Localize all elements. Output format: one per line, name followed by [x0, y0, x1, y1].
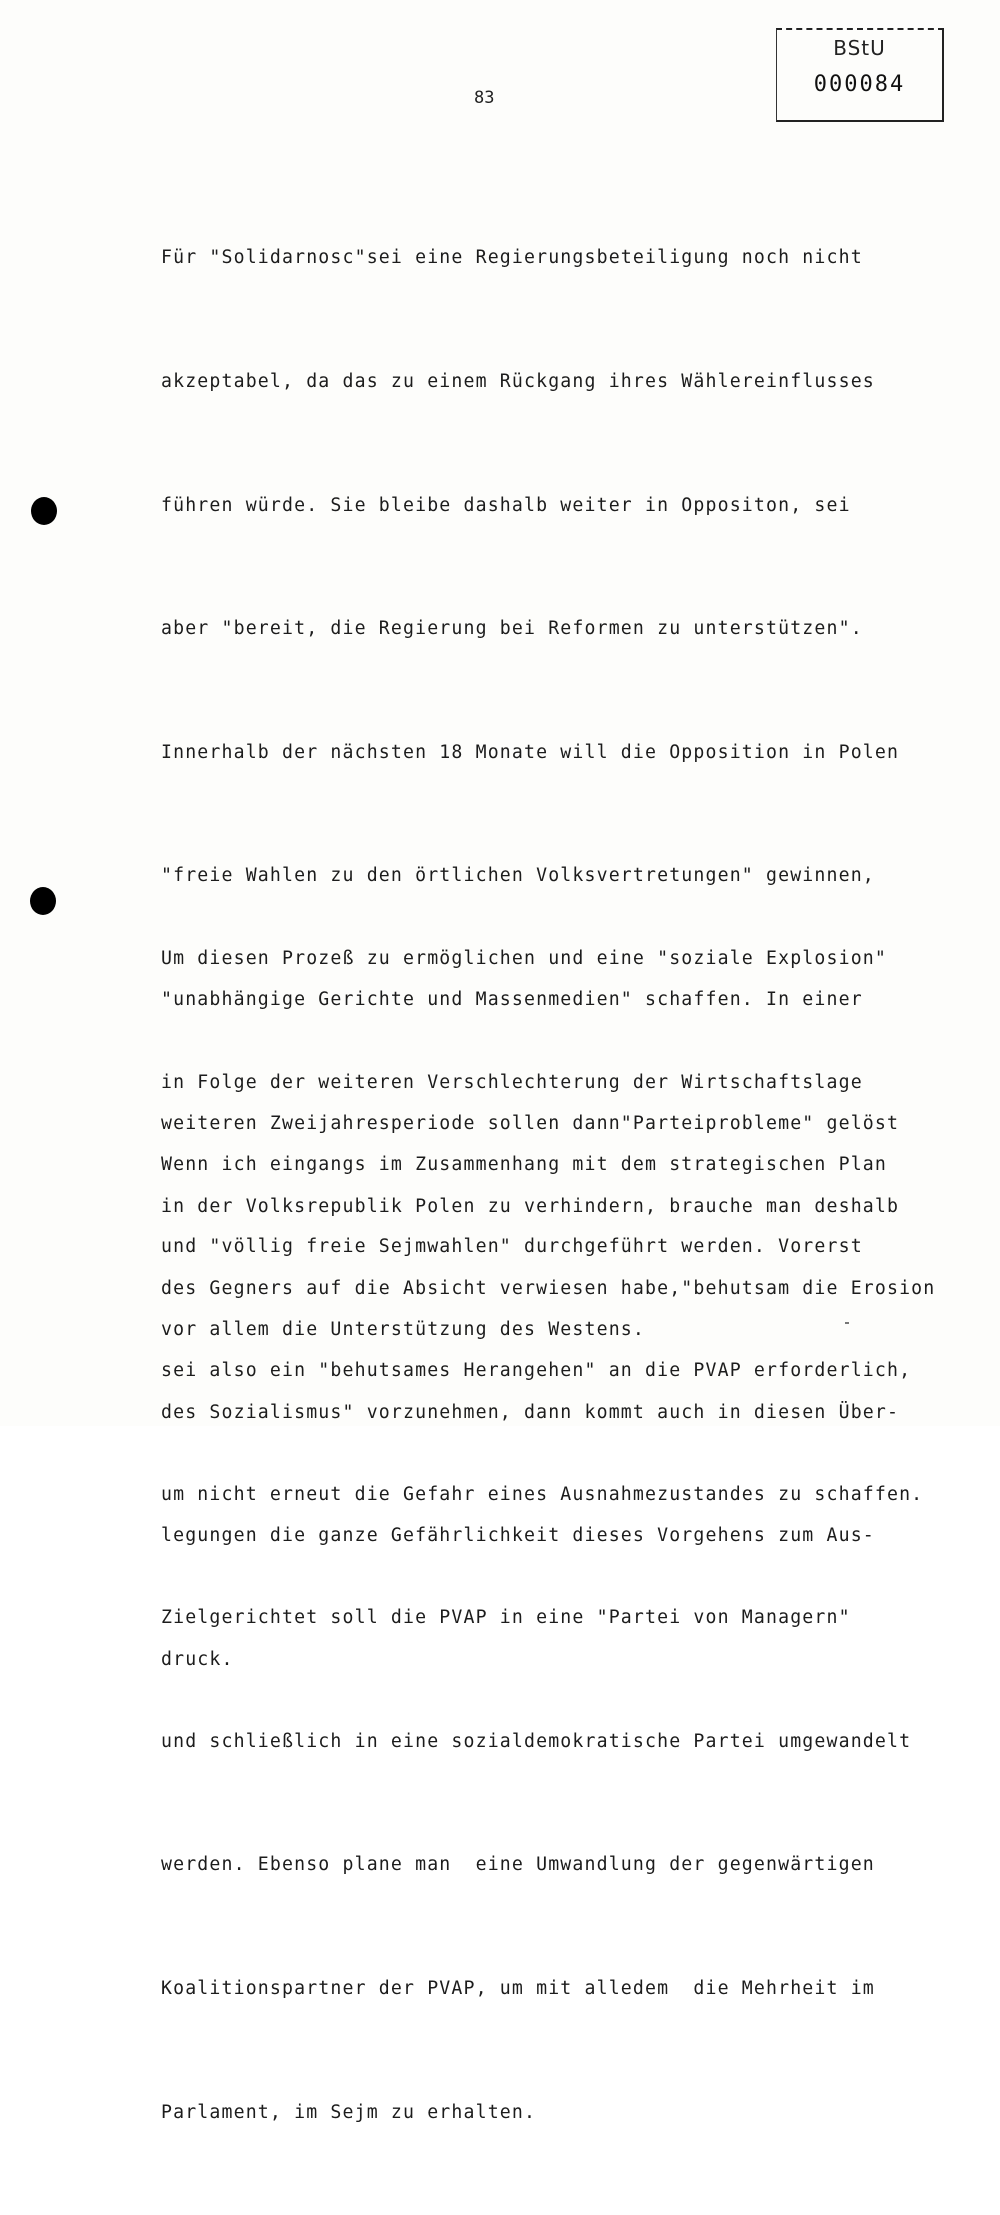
text-line: des Gegners auf die Absicht verwiesen habe,"behutsam die Erosion: [161, 1278, 936, 1300]
text-line: Wenn ich eingangs im Zusammenhang mit dem strategischen Plan: [161, 1154, 887, 1176]
text-line: akzeptabel, da das zu einem Rückgang ihres Wählereinflusses: [161, 371, 875, 393]
text-line: Koalitionspartner der PVAP, um mit alledem die Mehrheit im: [161, 1977, 875, 1999]
text-line: Innerhalb der nächsten 18 Monate will die Opposition in Polen: [161, 741, 900, 763]
text-line: vor allem die Unterstützung des Westens.: [161, 1319, 645, 1341]
text-line: "freie Wahlen zu den örtlichen Volksvertretungen" gewinnen,: [161, 865, 875, 887]
text-line: sei also ein "behutsames Herangehen" an die PVAP erforderlich,: [161, 1359, 912, 1381]
text-line: legungen die ganze Gefährlichkeit dieses Vorgehens zum Aus-: [161, 1525, 875, 1547]
text-line: in Folge der weiteren Verschlechterung der Wirtschaftslage: [161, 1072, 863, 1094]
text-line: Zielgerichtet soll die PVAP in eine "Partei von Managern": [161, 1607, 851, 1629]
text-line: werden. Ebenso plane man eine Umwandlung der gegenwärtigen: [161, 1854, 875, 1876]
text-line: um nicht erneut die Gefahr eines Ausnahmezustandes zu schaffen.: [161, 1483, 924, 1505]
page-number: 83: [474, 88, 495, 108]
text-line: weiteren Zweijahresperiode sollen dann"Parteiprobleme" gelöst: [161, 1112, 900, 1134]
text-line: Für "Solidarnosc"sei eine Regierungsbeteiligung noch nicht: [161, 247, 863, 269]
text-line: aber "bereit, die Regierung bei Reformen zu unterstützen".: [161, 618, 863, 640]
text-line: des Sozialismus" vorzunehmen, dann kommt auch in diesen Über-: [161, 1401, 900, 1423]
text-line: Parlament, im Sejm zu erhalten.: [161, 2101, 537, 2123]
punch-hole: [31, 497, 57, 525]
text-line: druck.: [161, 1648, 234, 1670]
punch-hole: [30, 887, 56, 915]
text-line: und "völlig freie Sejmwahlen" durchgeführt werden. Vorerst: [161, 1236, 863, 1258]
text-line: Um diesen Prozeß zu ermöglichen und eine "soziale Explosion": [161, 948, 887, 970]
stamp-organization: BStU: [833, 36, 886, 60]
archive-stamp: [776, 28, 944, 122]
paper-speck: [845, 1322, 849, 1324]
stamp-page-number: 000084: [813, 72, 906, 97]
text-line: "unabhängige Gerichte und Massenmedien" schaffen. In einer: [161, 989, 863, 1011]
text-line: in der Volksrepublik Polen zu verhindern, brauche man deshalb: [161, 1195, 900, 1217]
text-line: und schließlich in eine sozialdemokratische Partei umgewandelt: [161, 1730, 912, 1752]
paragraph-strategic-plan: [161, 1062, 935, 1762]
text-line: führen würde. Sie bleibe dashalb weiter in Oppositon, sei: [161, 494, 851, 516]
